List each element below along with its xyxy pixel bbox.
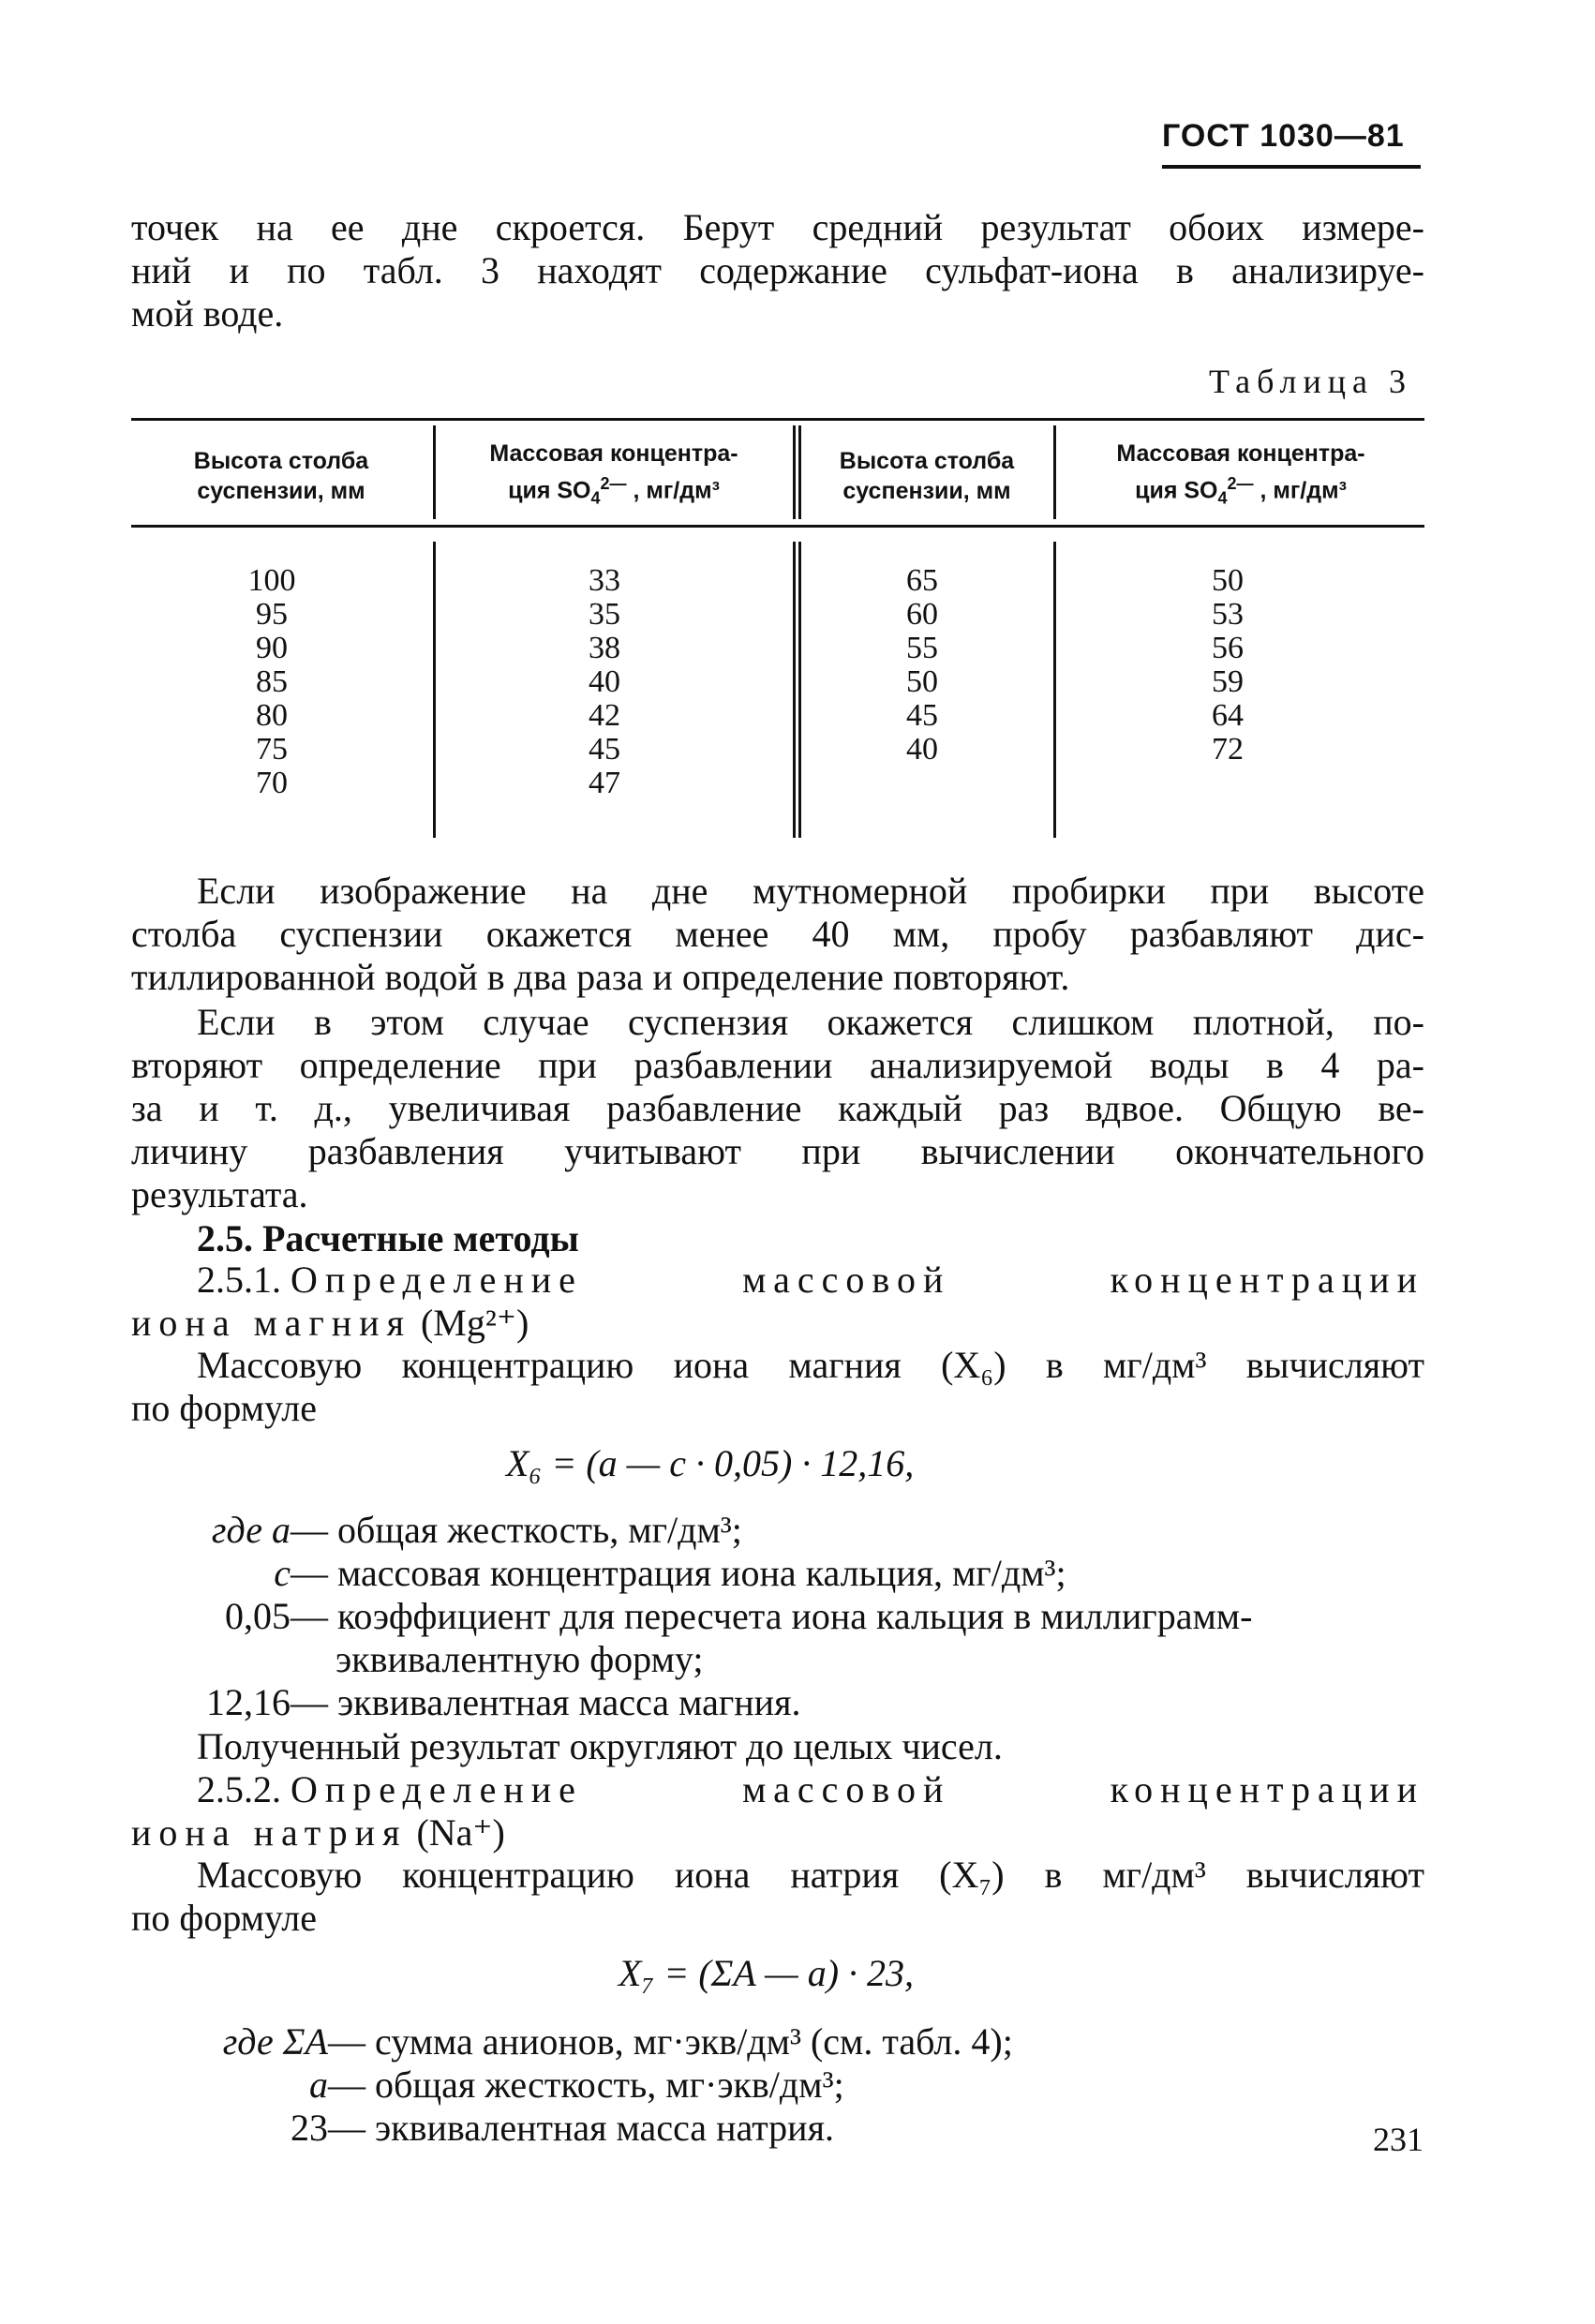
- heading-word: массовой: [742, 1259, 951, 1301]
- definition-symbol: c: [274, 1552, 291, 1594]
- column-divider: [1053, 425, 1056, 519]
- table-cell: 72: [1212, 732, 1244, 767]
- table-cell: 50: [1212, 563, 1244, 598]
- text-line: за и т. д., увеличивая разбавление каждый раз вдвое. Общую ве-: [131, 1087, 1424, 1129]
- ion-label: (Mg²⁺): [420, 1302, 529, 1344]
- subscript: 4: [590, 488, 601, 508]
- table-column-conc-1: [558, 564, 651, 800]
- table-cell: 95: [256, 597, 288, 632]
- text-line: ний и по табл. 3 находят содержание сульфат-иона в анализируе-: [131, 249, 1424, 291]
- definition-symbol: 12,16: [206, 1681, 291, 1723]
- table-header-rule: [131, 525, 1424, 528]
- header-line: Массовая концентра-: [489, 440, 738, 467]
- table-caption: Таблица 3: [1209, 363, 1412, 400]
- formula-magnesium: X₆ = (a — c · 0,05) · 12,16,: [506, 1442, 915, 1484]
- header-unit: , мг/дм³: [1260, 477, 1347, 504]
- column-divider: [798, 542, 801, 838]
- column-divider: [1053, 542, 1056, 838]
- definition-row: [131, 2107, 1424, 2150]
- definition-text: — общая жесткость, мг·экв/дм³;: [328, 2063, 844, 2106]
- header-line: [1063, 469, 1419, 513]
- definition-row: [131, 1681, 1424, 1724]
- table-column-height-2: [875, 564, 969, 767]
- table-cell: 40: [906, 732, 938, 767]
- text-line: Если изображение на дне мутномерной пробирки при высоте: [197, 870, 1424, 912]
- header-unit: , мг/дм³: [633, 477, 720, 504]
- header-line: Массовая концентра-: [1116, 440, 1365, 467]
- text-line: Если в этом случае суспензия окажется слишком плотной, по-: [197, 1001, 1424, 1043]
- table-cell: 90: [256, 631, 288, 665]
- superscript: 2—: [600, 474, 627, 493]
- paragraph: [131, 1344, 1424, 1430]
- text-line: Массовую концентрацию иона натрия (X₇) в мг/дм³ вычисляют: [197, 1854, 1424, 1896]
- table-cell: 64: [1212, 698, 1244, 733]
- formula-sodium: X₇ = (ΣA — a) · 23,: [619, 1952, 915, 1994]
- table-cell: 35: [589, 597, 620, 632]
- definition-row: [131, 2020, 1424, 2063]
- definition-text: — общая жесткость, мг/дм³;: [291, 1509, 742, 1551]
- column-divider: [433, 542, 436, 838]
- column-divider: [798, 425, 801, 519]
- table-cell: 70: [256, 766, 288, 800]
- paragraph: [131, 870, 1424, 999]
- text-line: Полученный результат округляют до целых чисел.: [197, 1725, 1003, 1767]
- paragraph: [131, 1854, 1424, 1940]
- table-column-conc-2: [1181, 564, 1275, 767]
- header-rule: [1162, 165, 1421, 169]
- table-header-height-1: Высота столба суспензии, мм: [193, 448, 369, 504]
- column-divider: [433, 425, 436, 519]
- text-line: тиллированной водой в два раза и определение повторяют.: [131, 956, 1070, 998]
- ion-label: (Na⁺): [416, 1811, 505, 1854]
- table-cell: 56: [1212, 631, 1244, 665]
- table-header-conc-2: [1063, 439, 1419, 513]
- heading-word: массовой: [742, 1768, 951, 1810]
- definition-symbol: a: [309, 2063, 328, 2106]
- definition-symbol: 23: [291, 2107, 328, 2149]
- table-cell: 60: [906, 597, 938, 632]
- table-cell: 45: [906, 698, 938, 733]
- section-number: 2.5.2.: [197, 1768, 281, 1810]
- definition-symbol: где ΣA: [222, 2020, 328, 2063]
- table-cell: 50: [906, 664, 938, 699]
- subsection-heading-cont: [131, 1810, 505, 1855]
- paragraph: [131, 1001, 1424, 1216]
- table-header-height-2: Высота столба суспензии, мм: [839, 448, 1015, 504]
- heading-word: иона натрия: [131, 1811, 408, 1854]
- heading-word: иона магния: [131, 1302, 411, 1344]
- table-column-height-1: [225, 564, 319, 800]
- definition-list: [131, 1509, 1424, 1724]
- column-divider: [793, 542, 796, 838]
- definition-text: — массовая концентрация иона кальция, мг/дм³;: [291, 1552, 1066, 1594]
- heading-word: концентрации: [1110, 1768, 1424, 1810]
- table-cell: 100: [247, 563, 296, 598]
- definition-row: [131, 1552, 1424, 1595]
- page-header: ГОСТ 1030—81: [1162, 118, 1405, 154]
- definition-list: [131, 2020, 1424, 2150]
- text-line: результата.: [131, 1173, 308, 1215]
- text-line: точек на ее дне скроется. Берут средний результат обоих измере-: [131, 206, 1424, 248]
- subsection-heading: [197, 1258, 1424, 1302]
- text-line: мой воде.: [131, 292, 284, 335]
- table-cell: 40: [589, 664, 620, 699]
- column-divider: [793, 425, 796, 519]
- text-line: вторяют определение при разбавлении анализируемой воды в 4 ра-: [131, 1044, 1424, 1086]
- table-cell: 42: [589, 698, 620, 733]
- header-text: ция SO: [1135, 477, 1218, 504]
- definition-symbol: 0,05: [225, 1595, 291, 1637]
- heading-word: Определение: [291, 1768, 583, 1810]
- table-cell: 59: [1212, 664, 1244, 699]
- definition-row: [131, 1638, 1424, 1681]
- table-cell: 65: [906, 563, 938, 598]
- definition-row: [131, 1595, 1424, 1638]
- table-top-rule: [131, 418, 1424, 421]
- subsection-heading-cont: [131, 1301, 529, 1345]
- table-cell: 53: [1212, 597, 1244, 632]
- definition-text: — коэффициент для пересчета иона кальция в миллиграмм-: [291, 1595, 1253, 1637]
- text-line: по формуле: [131, 1387, 317, 1429]
- page-number: 231: [1373, 2121, 1424, 2158]
- heading-word: концентрации: [1110, 1259, 1424, 1301]
- subscript: 4: [1217, 488, 1228, 508]
- definition-row: [131, 2063, 1424, 2107]
- definition-symbol: где a: [211, 1509, 291, 1551]
- text-line: личину разбавления учитывают при вычислении окончательного: [131, 1130, 1424, 1172]
- header-text: ция SO: [508, 477, 591, 504]
- table-cell: 47: [589, 766, 620, 800]
- table-cell: 45: [589, 732, 620, 767]
- superscript: 2—: [1227, 474, 1254, 493]
- text-line: Массовую концентрацию иона магния (X₆) в мг/дм³ вычисляют: [197, 1344, 1424, 1386]
- text-line: столба суспензии окажется менее 40 мм, пробу разбавляют дис-: [131, 913, 1424, 955]
- intro-paragraph: [131, 206, 1424, 335]
- definition-text: — эквивалентная масса натрия.: [328, 2107, 834, 2149]
- table-cell: 75: [256, 732, 288, 767]
- definition-text: — эквивалентная масса магния.: [291, 1681, 801, 1723]
- table-cell: 80: [256, 698, 288, 733]
- table-cell: 85: [256, 664, 288, 699]
- definition-symbol: [131, 1638, 291, 1681]
- definition-text: — сумма анионов, мг·экв/дм³ (см. табл. 4);: [328, 2020, 1013, 2063]
- table-cell: 33: [589, 563, 620, 598]
- section-number: 2.5.1.: [197, 1259, 281, 1301]
- table-cell: 55: [906, 631, 938, 665]
- definition-text: эквивалентную форму;: [335, 1638, 704, 1680]
- text-line: по формуле: [131, 1897, 317, 1939]
- definition-row: [131, 1509, 1424, 1552]
- heading-part: [197, 1258, 583, 1302]
- heading-part: [197, 1767, 583, 1811]
- table-header-conc-1: [440, 439, 787, 513]
- table-cell: 38: [589, 631, 620, 665]
- heading-word: Определение: [291, 1259, 583, 1301]
- subsection-heading: [197, 1767, 1424, 1811]
- section-heading: 2.5. Расчетные методы: [197, 1217, 579, 1259]
- header-line: [440, 469, 787, 513]
